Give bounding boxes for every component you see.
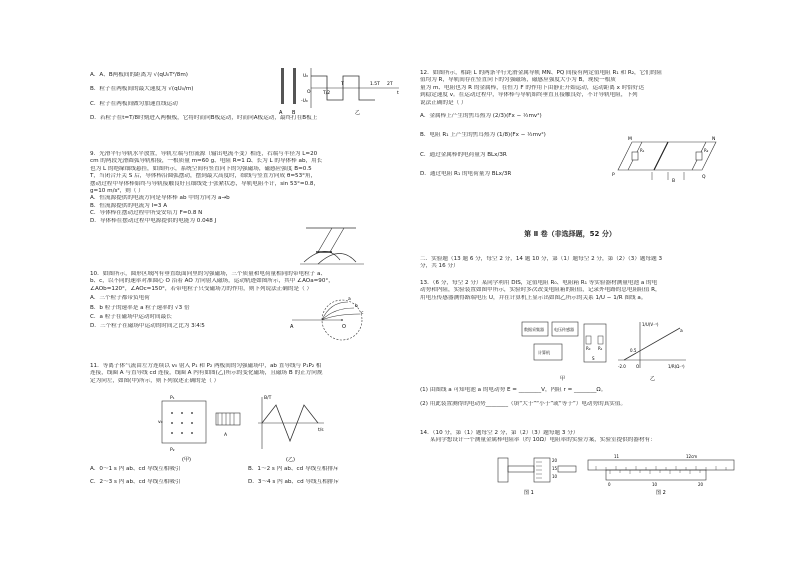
- plate-a: [281, 68, 284, 104]
- label-m: M: [628, 137, 632, 142]
- q9-option: D．导体棒在摆动过程中电源提供的电能为 0.048 J: [90, 217, 217, 224]
- label-yi: 乙: [650, 376, 656, 382]
- micrometer-anvil: [498, 458, 508, 482]
- label-u0: U₀: [303, 74, 309, 79]
- label-origin: O: [307, 90, 311, 95]
- main-scale-ticks: [596, 466, 726, 470]
- label-data-collector: 数据采集器: [524, 327, 544, 332]
- q10-stem-line: 10．如图所示，圆形区域内有垂直纸面向里的匀强磁场，三个质量和电荷量相同的带电粒子 a、: [90, 271, 327, 277]
- label-fig-2: 图 2: [656, 490, 666, 496]
- label-a-point: A: [290, 324, 294, 330]
- q8-option-b-formula: √(qU₀/m): [168, 86, 194, 93]
- q9-option: B．恒流源提供的电流为 I=3 A: [90, 202, 168, 209]
- q13: [420, 280, 720, 302]
- label-2t: 2T: [387, 82, 393, 87]
- label-b-particle: b: [355, 304, 358, 309]
- label-10: 10: [552, 474, 558, 479]
- q13-stem-line: 13．（6 分，每空 2 分）某同学利用 DIS，定值电阻 R₀、电阻箱 R₁ 等实验器材测量电池 a 的电: [420, 280, 658, 286]
- q8-figure: [275, 64, 403, 116]
- label-half-t: T/2: [323, 91, 331, 96]
- thread-2: [330, 228, 344, 252]
- thimble-ticks: [536, 462, 542, 478]
- q11-stem-line: 定为向左，如图(甲)所示，则下列叙述正确的是（ ）: [90, 377, 220, 384]
- q11-figure: [158, 391, 328, 463]
- label-1-5t: 1.5T: [370, 82, 380, 87]
- line-a: [624, 328, 680, 360]
- q11-stem-line: 11．等离子体气流由左方连续以 v₀ 射入 P₁ 和 P₂ 两板间的匀强磁场中，ab 直导线与 P₁P₂ 相: [90, 363, 322, 369]
- trajectory-a: [322, 302, 348, 320]
- label-15: 15: [552, 466, 558, 471]
- plasma-region: [162, 401, 206, 443]
- q9-stem-line: 也为 L 的绝缘细线悬挂，如图所示，系统空间有竖直向下的匀强磁场，磁感应强度 B=0.5: [90, 165, 312, 172]
- q10-option: A．三个粒子都带负电荷: [90, 295, 150, 302]
- label-yi: (乙): [286, 457, 295, 463]
- label-0: 0: [608, 482, 611, 487]
- arc-rail-2: [318, 253, 356, 264]
- q10-option: C．a 粒子在磁场中运动时间最长: [90, 314, 172, 321]
- q9-stem-line: cm 的两段光滑圆弧导轨相接，一根质量 m=60 g、电阻 R=1 Ω、长为 L 的导体棒 ab，用长: [90, 158, 323, 165]
- plate-b: [293, 68, 296, 104]
- q14-line: 某同学想设计一个测量金属棒电阻率（约 10Ω）电阻率的实验方案，实验室提供的器材有：: [430, 437, 656, 444]
- q11-options: [90, 466, 395, 487]
- q13-stem-line: 用电压传感器测得路端电压 U，并在计算机上显示出如图乙所示的关系 1/U − 1/R 图线 a。: [420, 294, 647, 301]
- label-t-axis: t/s: [318, 428, 324, 433]
- label-voltage-sensor: 电压传感器: [554, 327, 574, 332]
- q13-sub-2: (2) 用此装置测得的电动势________（填“大于”“小于”或“等于”）电动势的真实值。: [420, 401, 627, 408]
- micrometer-ratchet: [558, 466, 576, 472]
- coil-a: [216, 413, 240, 425]
- label-neg-u0: -U₀: [301, 99, 308, 104]
- q10-option: D．三个粒子在磁场中运动的时间之比为 3∶4∶5: [90, 323, 205, 330]
- label-20: 20: [552, 458, 558, 463]
- label-p2: P₂: [170, 448, 175, 453]
- q9-option: C．导体棒在摆动过程中所受安培力 F=0.8 N: [90, 210, 203, 217]
- q13-figure: [520, 318, 690, 384]
- q14-head: 14．（10 分，第（1）题每空 2 分，第（2）（3）题每题 3 分）: [420, 430, 579, 436]
- experiment-intro: [420, 256, 720, 271]
- label-computer: 计算机: [538, 350, 550, 355]
- q9-stem-line: g=10 m/s²，则（ ）: [90, 188, 144, 195]
- label-o: O: [342, 324, 346, 330]
- intro-line: 二．实验题（13 题 6 分，每空 2 分，14 题 10 分，第（1）题每空 2 分，第（2）（3）题每题 3: [420, 256, 663, 262]
- label-a-particle: a: [348, 297, 351, 302]
- label-coil-a: A: [224, 433, 228, 438]
- q10-option: B．b 粒子的速率是 a 粒子速率的 √3 倍: [90, 304, 190, 311]
- q12-stem-line: 说法正确的是（ ）: [420, 99, 467, 106]
- label-c-particle: c: [361, 311, 364, 316]
- q11-stem-line: 连接，线圈 A 与直导线 cd 连接，线圈 A 内有如图(乙)所示的变化磁场，且磁场 B 的正方向规: [90, 370, 323, 377]
- q8-option-a-formula: √(qU₀T²/8m): [153, 72, 188, 78]
- vernier-ticks: [610, 470, 700, 474]
- label-10-vernier: 10: [652, 482, 658, 487]
- q12-stem-line: 量为 m、电阻也为 R 的金属棒，在恒力 F 的作用下由静止开始运动，运动距离 x 时恰好达: [420, 84, 645, 91]
- resistor-r0: [586, 336, 591, 344]
- label-y-axis: 1/U(V⁻¹): [642, 322, 659, 327]
- label-x-axis: 1/R(Ω⁻¹): [668, 364, 685, 369]
- q10-stem-line: b、c，以不同的速率对准圆心 O 沿着 AO 方向射入磁场，运动轨迹如图所示，其中 ∠AOa=90°，: [90, 278, 334, 285]
- coil-windings: [218, 413, 234, 425]
- q12-option: A．金属棒上产生的焦耳热为 (2/3)(Fx − ½mv²): [420, 113, 542, 120]
- q13-stem-line: 动势和内阻，实验装置如图甲所示，实验时多次改变电阻箱的阻值，记录外电路的总电阻阻值 R，: [420, 287, 661, 294]
- label-r0: R₀: [586, 346, 591, 351]
- vernier-scale: [606, 470, 706, 480]
- label-p1: P₁: [170, 396, 175, 401]
- label-yi: 乙: [355, 110, 361, 116]
- label-20-vernier: 20: [698, 482, 704, 487]
- trajectory-c: [322, 314, 360, 320]
- metal-rod: [654, 142, 668, 170]
- q12-stem-line: 12．如图所示，相距 L 的两条平行光滑金属导轨 MN、PQ 间接有两定值电阻 R₁ 和 R₂，它们的阻: [420, 70, 662, 76]
- resistor-box-r1: [598, 336, 603, 344]
- resistor-r2: [696, 152, 702, 160]
- q12-option: C．通过金属棒的电荷量为 BLx/3R: [420, 151, 507, 158]
- section-ii-title: 第 Ⅱ 卷（非选择题，52 分）: [524, 230, 616, 238]
- q13-sub-1: (1) 由图线 a 可知电池 a 的电动势 E = ________V，内阻 r = ________Ω。: [420, 387, 607, 393]
- q12-option: D．通过电阻 R₁ 的电荷量为 BLx/3R: [420, 171, 512, 178]
- micrometer-sleeve: [508, 466, 534, 472]
- q8-option-d: D．若粒子在t=T/8时刻进入两极板，它将时而向B板运动，时而向A板运动，最终打在B板上: [90, 115, 318, 122]
- main-scale: [588, 460, 734, 470]
- q8-option-c: C．粒子在两板间做匀加速直线运动: [90, 100, 178, 107]
- q12-stem-line: 到稳定速度 v。在运动过程中，导体棒与导轨始终垂直且接触良好，不计导轨电阻，下列: [420, 92, 638, 99]
- q9-stem-line: T，当闭合开关 S 后，导体棒沿圆弧摆动，摆到最大高度时，细线与竖直方向成 θ=53°角，: [90, 173, 317, 180]
- label-q: Q: [702, 175, 706, 180]
- label-r1: R₁: [640, 148, 645, 153]
- resistor-r1: [632, 152, 638, 160]
- label-b-field: B: [672, 179, 676, 184]
- q11-option: D．3～4 s 内 ab、cd 导线互相排斥: [248, 479, 339, 486]
- thread: [318, 228, 332, 252]
- center-dot: [341, 319, 343, 321]
- label-jia: 甲: [560, 376, 566, 382]
- label-12cm: 12cm: [686, 454, 698, 459]
- label-n: N: [712, 137, 716, 142]
- q12-stem-line: 值均为 R，导轨间存在竖直向下的匀强磁场，磁感应强度大小为 B，现使一根质: [420, 77, 616, 84]
- label-a-line: a: [680, 329, 683, 334]
- label-p: P: [612, 173, 615, 178]
- q14: [420, 430, 720, 445]
- q11-option: B．1～2 s 内 ab、cd 导线互相排斥: [248, 466, 339, 472]
- label-t: T: [341, 82, 344, 87]
- field-dots: [171, 412, 193, 434]
- q14-figure: [496, 452, 736, 496]
- q10-stem-line: ∠AOb=120°，∠AOc=150°，若带电粒子只受磁场力的作用，则下列说法正确的是（ ）: [90, 285, 313, 292]
- q13-subquestions: [420, 387, 720, 409]
- label-r1-box: R₁: [598, 346, 603, 351]
- label-time-axis: t: [397, 91, 399, 96]
- label-fig-1: 图 1: [524, 490, 534, 496]
- label-a: A: [279, 110, 283, 116]
- label-0-5: 0.5: [630, 348, 637, 353]
- label-b-axis: B/T: [264, 396, 272, 401]
- q10-figure: [290, 288, 374, 344]
- q8-option-b: B．粒子在两板间的最大速度为: [90, 86, 167, 93]
- q12-figure: [612, 132, 722, 184]
- q9-option: A．恒流源提供的电流方向是导体棒 ab 中的方向为 a→b: [90, 195, 230, 202]
- q12-option: B．电阻 R₁ 上产生的焦耳热为 (1/8)(Fx − ½mv²): [420, 132, 546, 139]
- label-v0: v₀: [158, 420, 163, 425]
- label-b: B: [292, 110, 296, 116]
- q11: [90, 363, 395, 385]
- label-switch: S: [592, 356, 595, 361]
- q9-stem-line: 摆动过程中导体棒始终与导轨接触良好且细线处于张紧状态，导轨电阻不计，sin 53°=0.8，: [90, 180, 320, 187]
- q11-option: A．0～1 s 内 ab、cd 导线互相吸引: [90, 466, 181, 472]
- label-jia: (甲): [182, 457, 191, 463]
- q9: [90, 151, 395, 225]
- intro-line: 分，共 16 分）: [420, 263, 459, 270]
- label-r2: R₂: [704, 148, 709, 153]
- label-origin: O: [636, 364, 640, 369]
- q9-figure: [296, 222, 368, 268]
- q9-stem-line: 9．光滑平行导轨水平放置，导轨左端与恒流源（输出电流不变）相连，右端与半径为 L=20: [90, 151, 318, 157]
- label-neg-2: -2.0: [618, 364, 626, 369]
- label-11: 11: [614, 454, 620, 459]
- q11-option: C．2～3 s 内 ab、cd 导线互相吸引: [90, 479, 181, 486]
- field-arrows: [652, 172, 684, 180]
- q8-option-a: A．A、B两板间的距离为: [90, 72, 152, 78]
